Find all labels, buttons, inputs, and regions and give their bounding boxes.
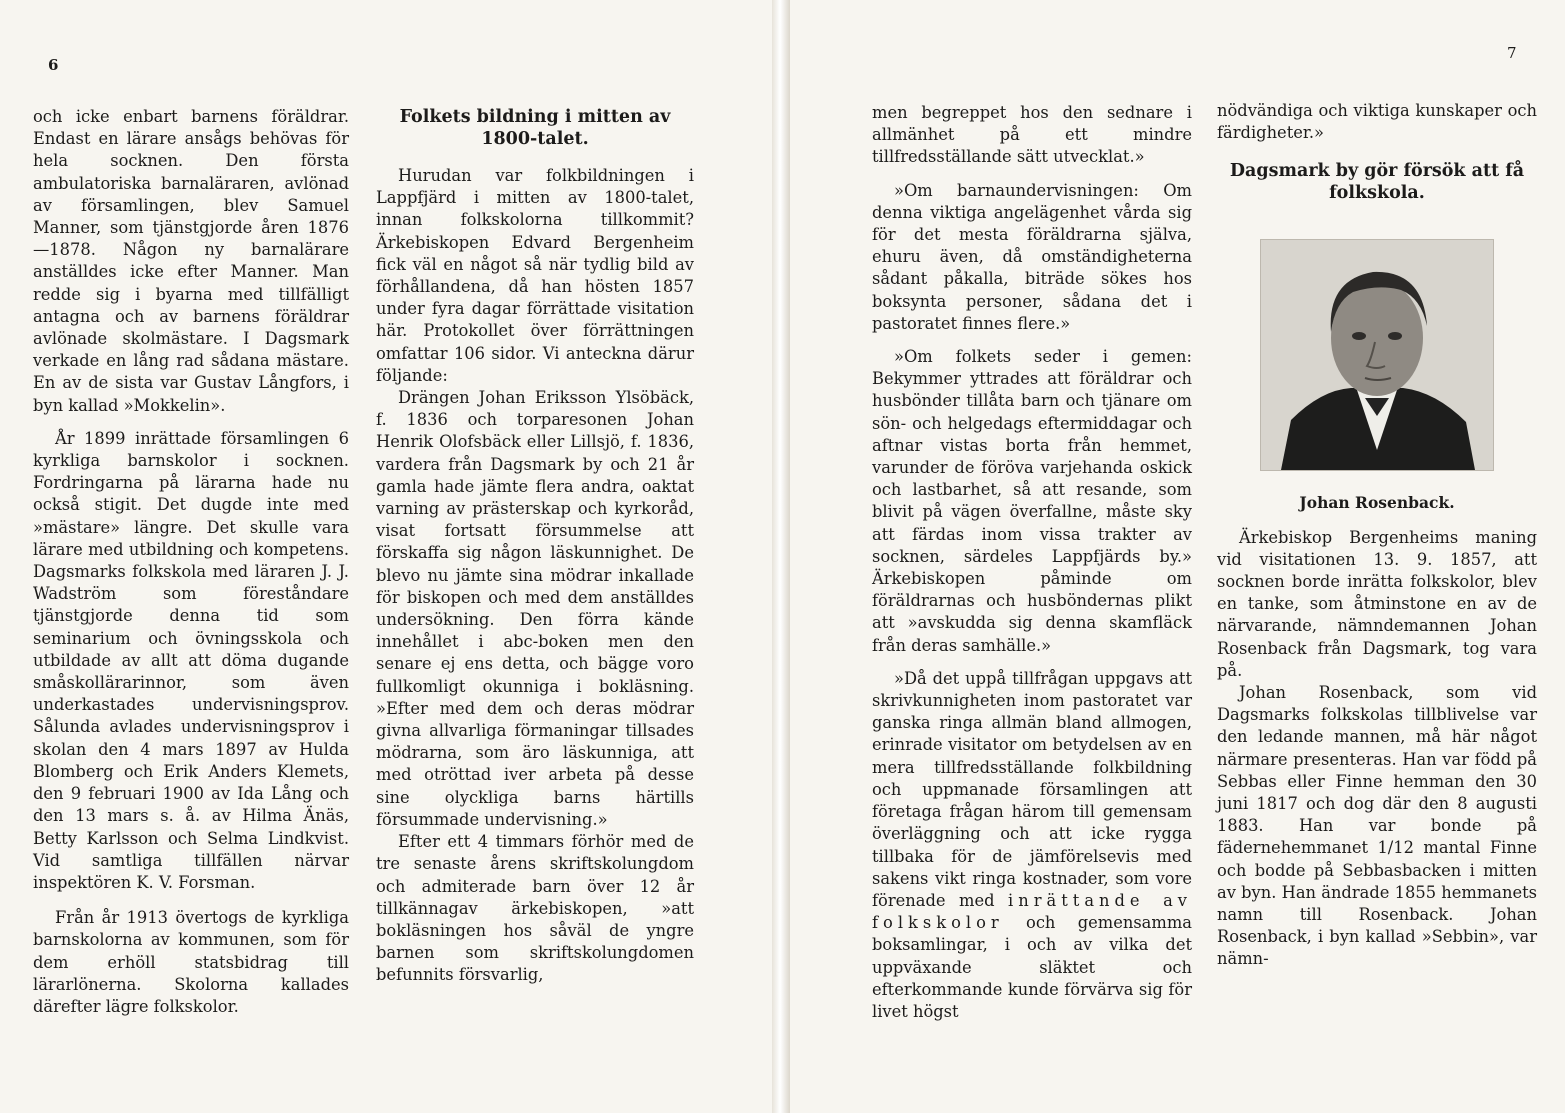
paragraph: nödvändiga och viktiga kunskaper och färdigheter.» [1217, 101, 1537, 143]
paragraph: och icke enbart barnens föräldrar. Endast en lärare ansågs behövas för hela socknen. Den första ambulatoriska barnaläraren, avlönad av församlingen, blev Samuel Manner, som tjänstgjorde åren 1876—1878. Någon ny barnalärare anställdes icke efter Manner. Man redde sig i byarna med tillfälligt antagna och av barnens föräldrar avlönade skolmästare. I Dagsmark verkade en lång rad sådana mästare. En av de sista var Gustav Långfors, i byn kallad »Mokkelin». [33, 107, 349, 415]
paragraph-text: och gemensamma boksamlingar, i och av vilka det uppväxande släktet och efterkommande kunde förvärva sig för livet högst [872, 913, 1192, 1021]
paragraph: Efter ett 4 timmars förhör med de tre senaste årens skriftskolungdom och admiterade barn över 12 år tillkännagav ärkebiskopen, »att bokläsningen hos såväl de yngre barnen som skriftskolungdomen befunnits försvarlig, [376, 832, 694, 985]
paragraph: År 1899 inrättade församlingen 6 kyrkliga barnskolor i socknen. Fordringarna på lärarna hade nu också stigit. Det dugde inte med »mästare» längre. Det skulle vara lärare med utbildning och kompetens. Dagsmarks folkskola med läraren J. J. Wadström som föreståndare tjänstgjorde denna tid som seminarium och övningsskola och utbildade av allt att döma dugande småskollärarinnor, som även underkastades undervisningsprov. Sålunda avlades undervisningsprov i skolan den 4 mars 1897 av Hulda Blomberg och Erik Anders Klemets, den 9 februari 1900 av Ida Lång och den 13 mars s. å. av Hilma Änäs, Betty Karlsson och Selma Lindkvist. Vid samtliga tillfällen närvar inspektören K. V. Forsman. [33, 428, 349, 892]
portrait-caption: Johan Rosenback. [1299, 493, 1455, 513]
paragraph: »Om barnaundervisningen: Om denna viktiga angelägenhet vårda sig för det mesta föräldrarna själva, ehuru även, då omständigheterna sådant påkalla, biträde sökes hos boksynta personer, sådana det i pastoratet finnes flere.» [872, 180, 1192, 333]
column-1 [33, 106, 349, 1018]
right-page [790, 0, 1565, 1113]
emphasized-text: inrättande av folkskolor [872, 890, 1192, 933]
section-heading: Dagsmark by gör försök att få folkskola. [1229, 161, 1525, 204]
book-gutter [772, 0, 790, 1113]
paragraph: Ärkebiskop Bergenheims maning vid visitationen 13. 9. 1857, att socknen borde inrätta folkskolor, blev en tanke, som åtminstone en av de närvarande, nämndemannen Johan Rosenback från Dagsmark, tog vara på. [1217, 527, 1537, 680]
paragraph: Drängen Johan Eriksson Ylsöbäck, f. 1836 och torparesonen Johan Henrik Olofsbäck eller Lillsjö, f. 1836, vardera från Dagsmark by och 21 år gamla hade jämte flera andra, oaktat varning av prästerskap och kyrkoråd, visat fortsatt försummelse att förskaffa sig någon läskunnighet. De blevo nu jämte sina mödrar inkallade för biskopen och med dem anställdes undersökning. Den förra kände innehållet i abc-boken men den senare ej ens detta, och bägge voro fullkomligt okunniga i bokläsning. »Efter med dem och deras mödrar givna allvarliga förmaningar tillsades mödrarna, som äro läskunniga, att med otröttad iver arbeta på desse sine olyckliga barns härtills försummade undervisning.» [376, 388, 694, 829]
column-2 [376, 106, 694, 987]
paragraph: »Om folkets seder i gemen: Bekymmer yttrades att föräldrar och husbönder tillåta barn och tjänare om sön- och helgedags eftermiddagar och aftnar vistas borta från hemmet, varunder de föröva varjehanda oskick och lastbarhet, så att resande, som blivit på vägen överfallne, måste sky att färdas inom vissa trakter av socknen, särdeles Lappfjärds by.» Ärkebiskopen påminde om föräldrarnas och husböndernas plikt att »avskudda sig denna skamfläck från deras samhälle.» [872, 347, 1192, 655]
column-4 [1217, 100, 1537, 971]
paragraph: Från år 1913 övertogs de kyrkliga barnskolorna av kommunen, som för dem erhöll statsbidrag till lärarlönerna. Skolorna kallades därefter lägre folkskolor. [33, 908, 349, 1016]
paragraph: Hurudan var folkbildningen i Lappfjärd i mitten av 1800-talet, innan folkskolorna tillkommit? Ärkebiskopen Edvard Bergenheim fick väl en något så när tydlig bild av förhållandena, då han hösten 1857 under fyra dagar förrättade visitation här. Protokollet över förrättningen omfattar 106 sidor. Vi anteckna därur följande: [376, 166, 694, 385]
portrait-photo [1260, 239, 1494, 471]
section-heading: Folkets bildning i mitten av 1800-talet. [399, 107, 671, 149]
paragraph: Johan Rosenback, som vid Dagsmarks folkskolas tillblivelse var den ledande mannen, må här något närmare presenteras. Han var född på Sebbas eller Finne hemman den 30 juni 1817 och dog där den 8 augusti 1883. Han var bonde på fädernehemmanet 1/12 mantal Finne och bodde på Sebbasbacken i mitten av byn. Han ändrade 1855 hemmanets namn till Rosenback. Johan Rosenback, i byn kallad »Sebbin», var nämn- [1217, 683, 1537, 969]
paragraph [872, 668, 1192, 1023]
page-number-right: 7 [1507, 44, 1517, 62]
left-page [0, 0, 772, 1113]
paragraph: men begreppet hos den sednare i allmänhet på ett mindre tillfredsställande sätt utvecklat.» [872, 103, 1192, 167]
page-number-left: 6 [48, 56, 59, 74]
paragraph-text: »Då det uppå tillfrågan uppgavs att skrivkunnigheten inom pastoratet var ganska ringa allmän bland allmogen, erinrade visitator om betydelsen av en mera tillfredsställande folkbildning och uppmanade församlingen att företaga frågan härom till gemensam överläggning och att icke rygga tillbaka för de jämförelsevis med sakens vikt ringa kostnader, som vore förenade med [872, 668, 1192, 910]
column-3 [872, 102, 1192, 1023]
